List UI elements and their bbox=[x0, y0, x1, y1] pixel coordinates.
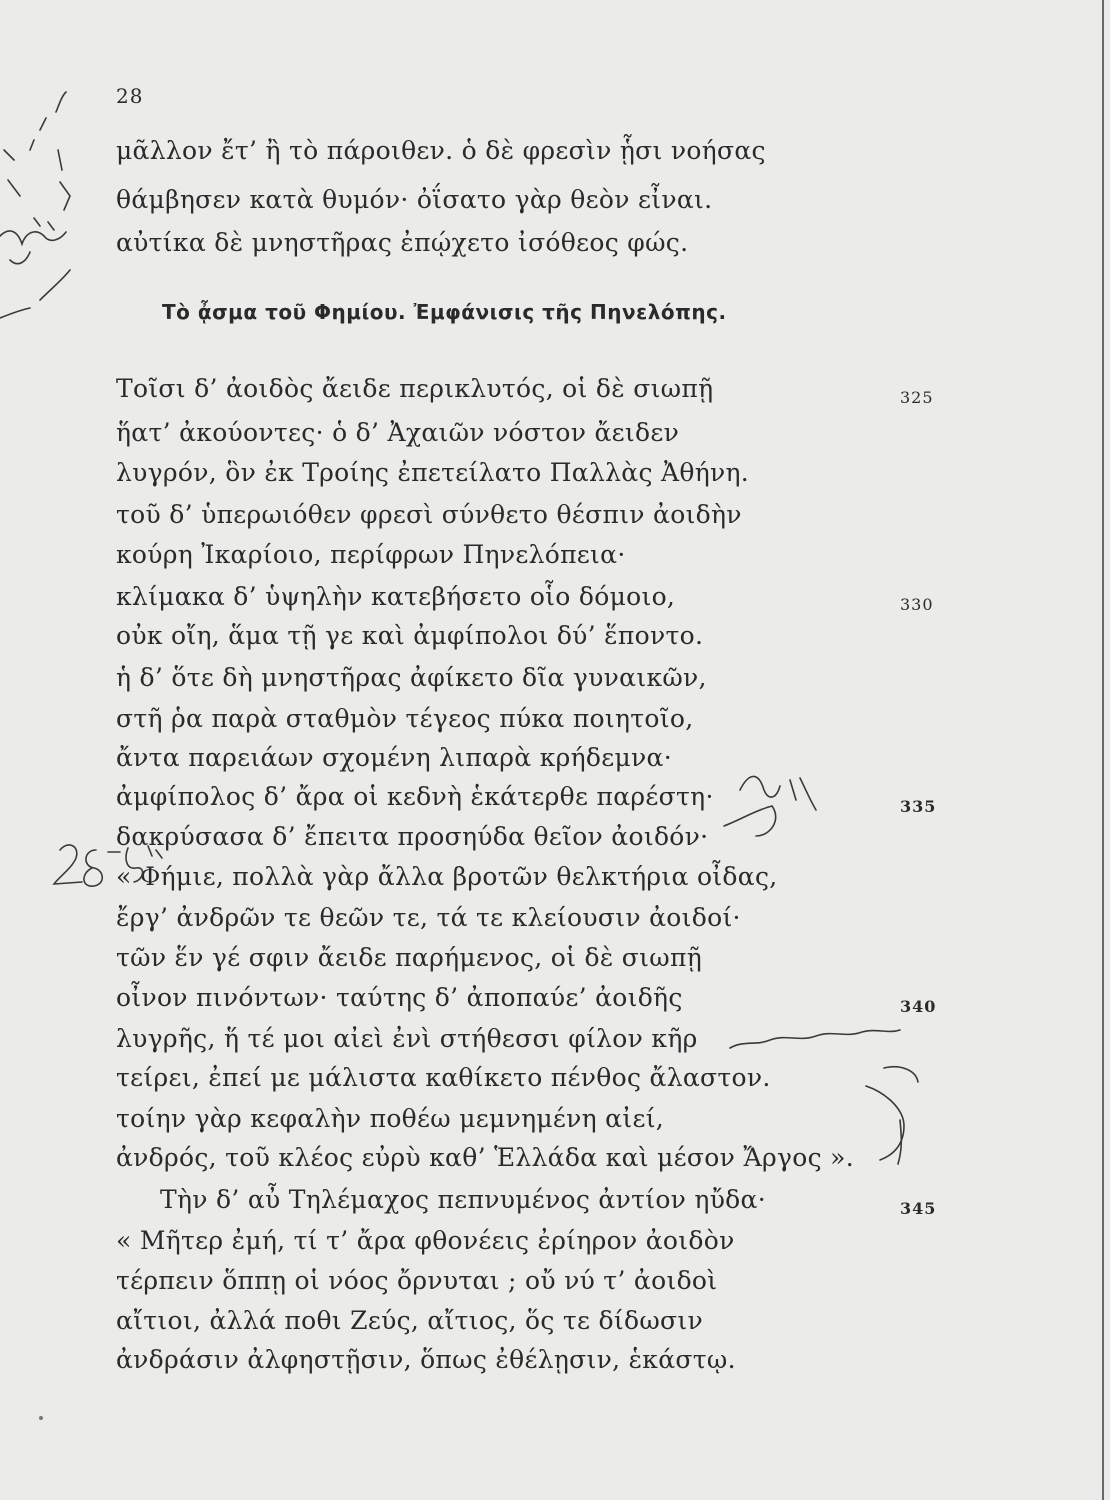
margin-scribble-word bbox=[0, 218, 70, 318]
verse-line: δακρύσασα δ’ ἔπειτα προσηύδα θεῖον ἀοιδόν· bbox=[116, 822, 709, 851]
verse-line: οὐκ οἴη, ἅμα τῇ γε καὶ ἀμφίπολοι δύ’ ἕποντο. bbox=[116, 621, 704, 650]
verse-line: στῆ ῥα παρὰ σταθμὸν τέγεος πύκα ποιητοῖο, bbox=[116, 704, 694, 733]
verse-line: οἶνον πινόντων· ταύτης δ’ ἀποπαύε’ ἀοιδῆς bbox=[116, 983, 683, 1012]
bracket-mark bbox=[866, 1067, 918, 1160]
verse-line: Τὴν δ’ αὖ Τηλέμαχος πεπνυμένος ἀντίον ηὔδα· bbox=[160, 1185, 766, 1214]
intro-line: αὐτίκα δὲ μνηστῆρας ἐπῴχετο ἰσόθεος φώς. bbox=[116, 228, 689, 257]
verse-line: ἄντα παρειάων σχομένη λιπαρὰ κρήδεμνα· bbox=[116, 743, 672, 772]
page-number: 28 bbox=[116, 84, 144, 108]
verse-line: Τοῖσι δ’ ἀοιδὸς ἄειδε περικλυτός, οἱ δὲ σιωπῇ bbox=[116, 374, 714, 403]
verse-line: λυγρόν, ὃν ἐκ Τροίης ἐπετείλατο Παλλὰς Ἀθήνη. bbox=[116, 458, 750, 487]
ink-dot bbox=[39, 1416, 43, 1420]
verse-line: κλίμακα δ’ ὑψηλὴν κατεβήσετο οἷο δόμοιο, bbox=[116, 582, 676, 611]
margin-scribble-top bbox=[4, 92, 70, 210]
line-number: 330 bbox=[900, 595, 934, 614]
verse-line: τείρει, ἐπεί με μάλιστα καθίκετο πένθος ἄλαστον. bbox=[116, 1063, 771, 1092]
scribble-335 bbox=[724, 776, 816, 836]
verse-line: λυγρῆς, ἥ τέ μοι αἰεὶ ἐνὶ στήθεσσι φίλον κῆρ bbox=[116, 1024, 698, 1053]
verse-line: τῶν ἕν γέ σφιν ἄειδε παρήμενος, οἱ δὲ σιωπῇ bbox=[116, 943, 702, 972]
intro-line: θάμβησεν κατὰ θυμόν· ὀΐσατο γὰρ θεὸν εἶναι. bbox=[116, 185, 713, 214]
bracket-tail bbox=[898, 1120, 901, 1164]
verse-line: ἔργ’ ἀνδρῶν τε θεῶν τε, τά τε κλείουσιν ἀοιδοί· bbox=[116, 903, 741, 932]
verse-line: κούρη Ἰκαρίοιο, περίφρων Πηνελόπεια· bbox=[116, 540, 626, 569]
verse-line: τοίην γὰρ κεφαλὴν ποθέω μεμνημένη αἰεί, bbox=[116, 1104, 665, 1133]
verse-line: αἴτιοι, ἀλλά ποθι Ζεύς, αἴτιος, ὅς τε δίδωσιν bbox=[116, 1306, 704, 1335]
line-number: 340 bbox=[900, 997, 937, 1016]
line-number: 345 bbox=[900, 1199, 937, 1218]
verse-line: τέρπειν ὅππῃ οἱ νόος ὄρνυται ; οὔ νύ τ’ ἀοιδοὶ bbox=[116, 1266, 718, 1295]
verse-line: ἀνδράσιν ἀλφηστῇσιν, ὅπως ἐθέλῃσιν, ἑκάστῳ. bbox=[116, 1345, 736, 1374]
margin-annotation-date: 28-5- bbox=[56, 882, 59, 883]
line-number: 325 bbox=[900, 388, 934, 407]
line-number: 335 bbox=[900, 797, 937, 816]
page-edge bbox=[1102, 0, 1104, 1500]
intro-line: μᾶλλον ἔτ’ ἢ τὸ πάροιθεν. ὁ δὲ φρεσὶν ᾗσι νοήσας bbox=[116, 136, 766, 165]
verse-line: ἡ δ’ ὅτε δὴ μνηστῆρας ἀφίκετο δῖα γυναικῶν, bbox=[116, 663, 707, 692]
verse-line: « Μῆτερ ἐμή, τί τ’ ἄρα φθονέεις ἐρίηρον ἀοιδὸν bbox=[116, 1226, 735, 1255]
scribble-340 bbox=[730, 1030, 900, 1048]
verse-line: ἀμφίπολος δ’ ἄρα οἱ κεδνὴ ἑκάτερθε παρέστη· bbox=[116, 782, 714, 811]
verse-line: ἥατ’ ἀκούοντες· ὁ δ’ Ἀχαιῶν νόστον ἄειδεν bbox=[116, 418, 680, 447]
verse-line: « Φήμιε, πολλὰ γὰρ ἄλλα βροτῶν θελκτήρια οἶδας, bbox=[116, 862, 778, 891]
verse-line: ἀνδρός, τοῦ κλέος εὐρὺ καθ’ Ἑλλάδα καὶ μέσον Ἄργος ». bbox=[116, 1143, 854, 1172]
section-heading: Τὸ ᾆσμα τοῦ Φημίου. Ἐμφάνισις τῆς Πηνελόπης. bbox=[162, 300, 727, 324]
verse-line: τοῦ δ’ ὑπερωιόθεν φρεσὶ σύνθετο θέσπιν ἀοιδὴν bbox=[116, 500, 742, 529]
